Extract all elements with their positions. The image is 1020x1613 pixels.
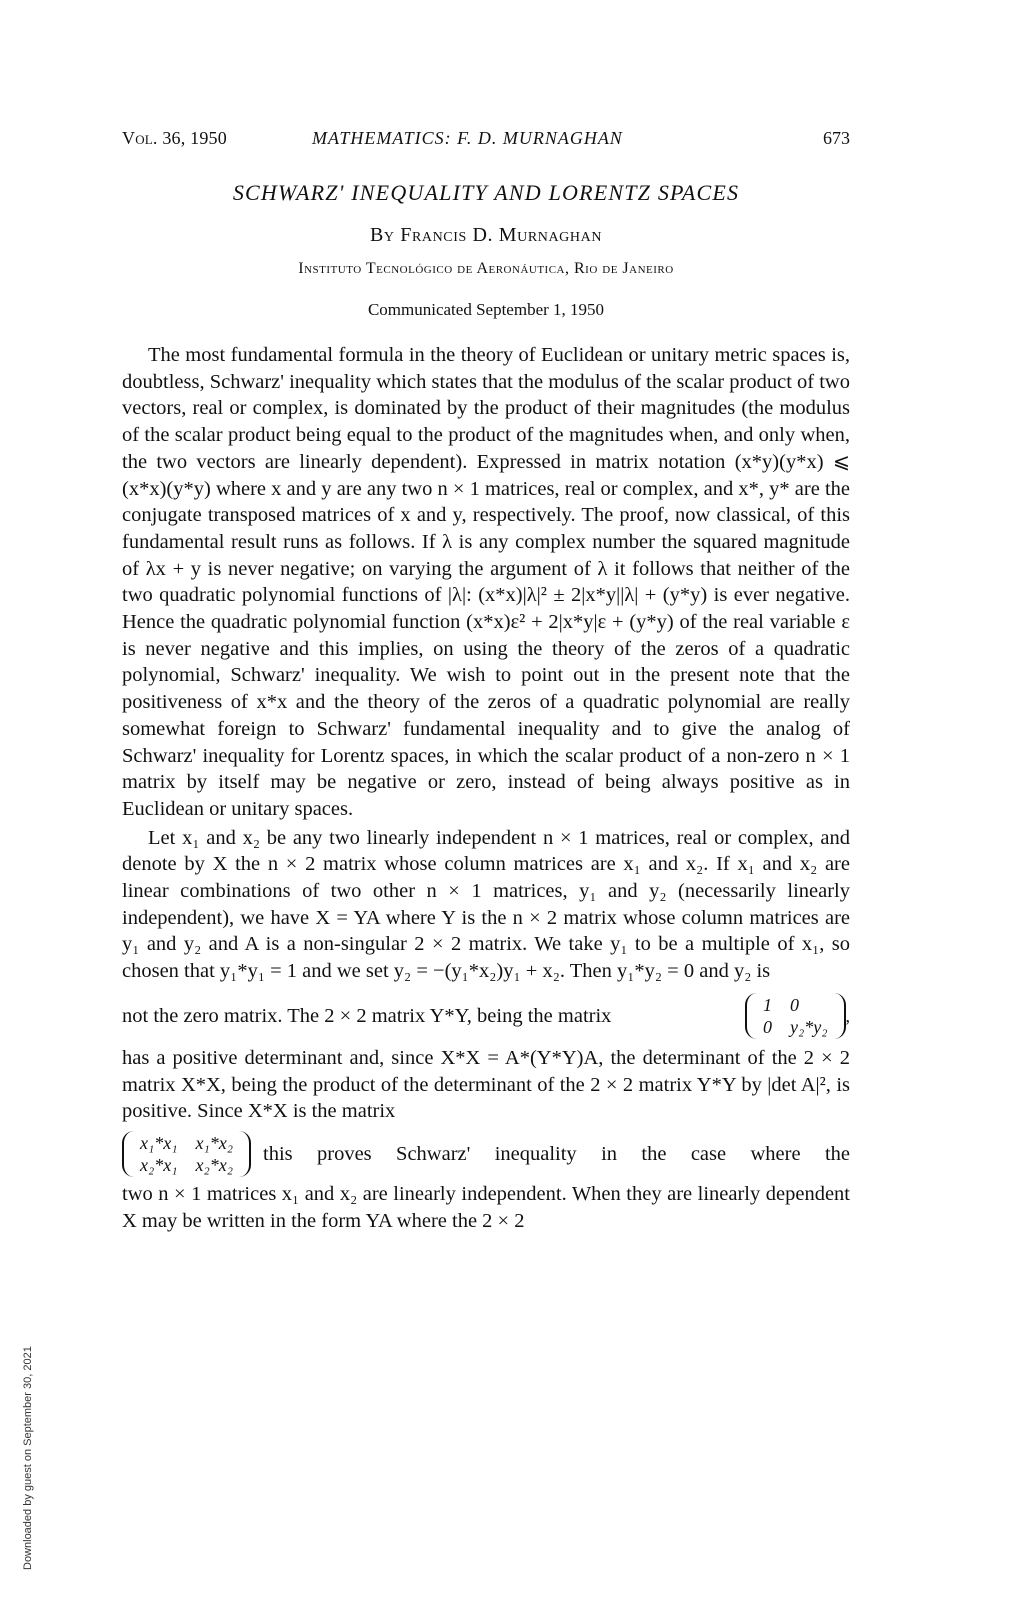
body-paragraph-2a: Let x₁ and x₂ be any two linearly independent n × 1 matrices, real or complex, and denote by X the n × 2 matrix whose column matrices are x₁ and x₂. If x₁ and x₂ are linear combinations of two other n × 1 matrices, y₁ and y₂ (necessarily linearly independent), we have X = YA where Y is the n × 2 matrix whose column matrices are y₁ and y₂ and A is a non-singular 2 × 2 matrix. We take y₁ to be a multiple of x₁, so chosen that y₁*y₁ = 1 and we set y₂ = −(y₁*x₂)y₁ + x₂. Then y₁*y₂ = 0 and y₂ is: [122, 826, 850, 983]
matrix-cell: x₁*x₂: [195, 1132, 233, 1153]
matrix-line-1-text: not the zero matrix. The 2 × 2 matrix Y*Y, being the matrix: [122, 1004, 612, 1027]
body-paragraph-1: The most fundamental formula in the theory of Euclidean or unitary metric spaces is, doubtless, Schwarz' inequality which states that the modulus of the scalar product of two vectors, real or complex, is dominated by the product of their magnitudes (the modulus of the scalar product being equal to the product of the magnitudes when, and only when, the two vectors are linearly dependent). Expressed in matrix notation (x*y)(y*x) ⩽ (x*x)(y*y) where x and y are any two n × 1 matrices, real or complex, and x*, y* are the conjugate transposed matrices of x and y, respectively. The proof, now classical, of this fundamental result runs as follows. If λ is any complex number the squared magnitude of λx + y is never negative; on varying the argument of λ it follows that neither of the two quadratic polynomial functions of |λ|: (x*x)|λ|² ± 2|x*y||λ| + (y*y) is ever negative. Hence the quadratic polynomial function (x*x)ε² + 2|x*y|ε + (y*y) of the real variable ε is never negative and this implies, on using the theory of the zeros of a quadratic polynomial, Schwarz' inequality. We wish to point out in the present note that the positiveness of x*x and the theory of the zeros of a quadratic polynomial are really somewhat foreign to Schwarz' fundamental inequality and to give the analog of Schwarz' inequality for Lorentz spaces, in which the scalar product of a non-zero n × 1 matrix by itself may be negative or zero, instead of being always positive as in Euclidean or unitary spaces.: [122, 344, 850, 820]
article-affiliation: Instituto Tecnológico de Aeronáutica, Rio de Janeiro: [298, 260, 674, 277]
article-body: [122, 342, 850, 1234]
journal-author-label: MATHEMATICS: F. D. MURNAGHAN: [312, 128, 623, 148]
matrix-yy: [745, 993, 850, 1039]
matrix-xx-cells: [136, 1133, 237, 1175]
volume-label: Vol. 36, 1950: [122, 128, 227, 148]
body-paragraph-2c: two n × 1 matrices x₁ and x₂ are linearly independent. When they are linearly dependent X may be written in the form YA where the 2 × 2: [122, 1182, 850, 1232]
left-paren: [745, 993, 759, 1039]
left-paren: [122, 1131, 136, 1177]
download-note: [22, 1346, 40, 1570]
matrix-line-2: [122, 1131, 850, 1177]
matrix-cell: x₂*x₁: [140, 1154, 178, 1175]
right-paren: [832, 993, 846, 1039]
matrix-cell: x₂*x₂: [195, 1154, 233, 1175]
matrix-xx: [122, 1131, 251, 1177]
matrix-cell: 1: [763, 994, 772, 1015]
download-note-text: Downloaded by guest on September 30, 2021: [22, 1346, 34, 1570]
communicated-date: Communicated September 1, 1950: [367, 300, 605, 319]
matrix-cell: 0: [763, 1016, 772, 1037]
matrix-cell: x₁*x₁: [140, 1132, 178, 1153]
right-paren: [237, 1131, 251, 1177]
body-paragraph-2b: has a positive determinant and, since X*X = A*(Y*Y)A, the determinant of the 2 × 2 matrix X*X, being the product of the determinant of the 2 × 2 matrix Y*Y by |det A|², is positive. Since X*X is the matrix: [122, 1046, 850, 1123]
matrix-line-2-text: this proves Schwarz' inequality in the case where the: [263, 1142, 850, 1165]
article-title: SCHWARZ' INEQUALITY AND LORENTZ SPACES: [232, 180, 740, 205]
article-author: By Francis D. Murnaghan: [369, 224, 603, 246]
page-number: 673: [823, 128, 850, 148]
matrix-line-1: [122, 993, 850, 1039]
matrix-trailing-comma: ,: [845, 1005, 850, 1026]
matrix-yy-cells: [759, 995, 832, 1037]
matrix-cell: 0: [790, 994, 799, 1015]
matrix-cell: y₂*y₂: [790, 1016, 828, 1037]
running-head: [122, 128, 850, 158]
